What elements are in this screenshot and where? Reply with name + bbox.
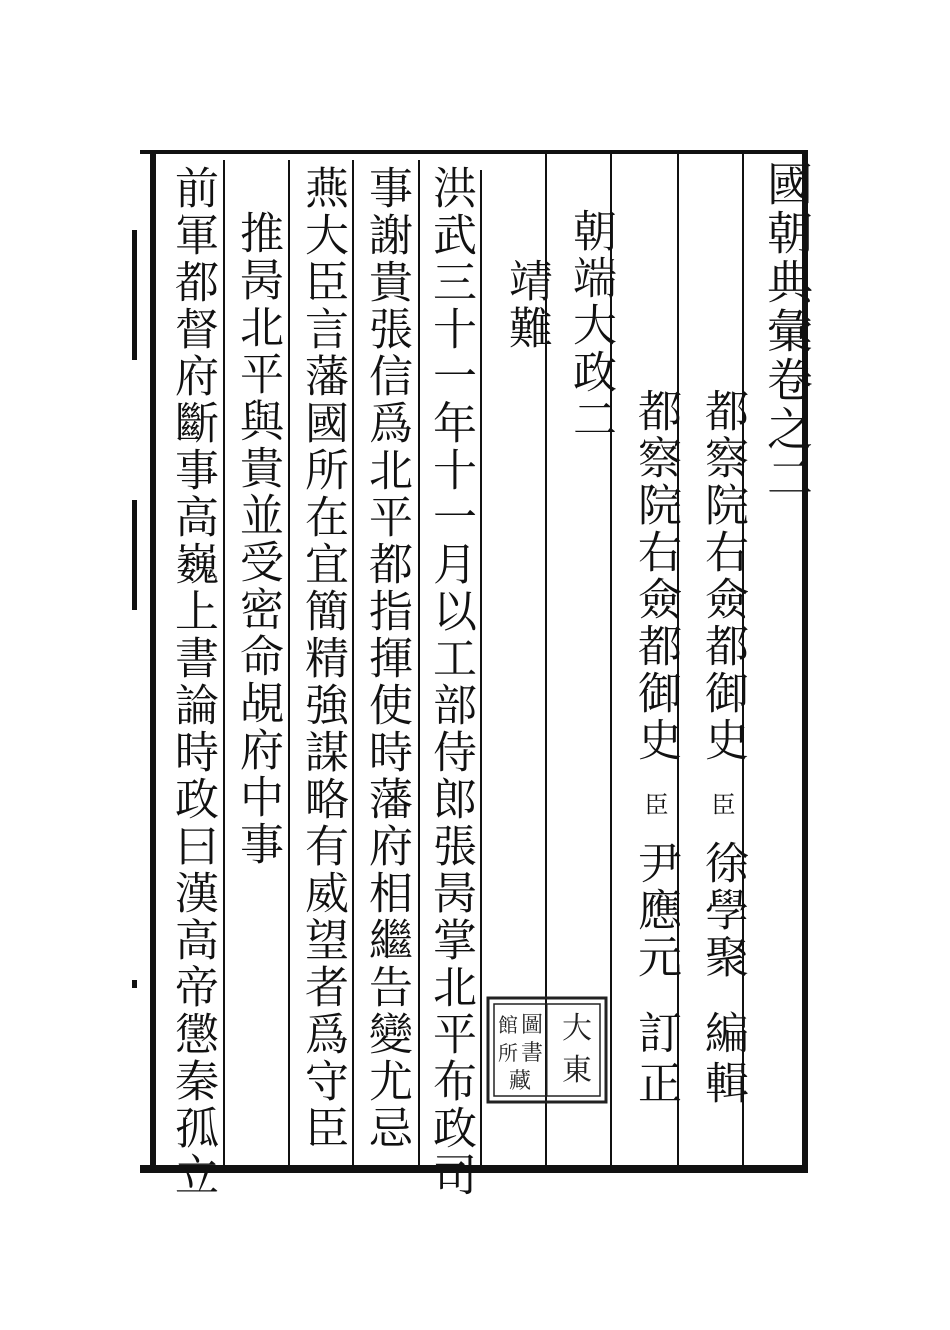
book-title: 國朝典彙卷之二	[760, 160, 814, 503]
top-border	[140, 150, 808, 154]
column-divider	[288, 160, 290, 1168]
editor-name: 尹應元	[630, 840, 681, 981]
subsection-heading: 靖難	[501, 258, 552, 352]
section-heading: 朝端大政二	[565, 208, 616, 443]
seal-char: 所	[498, 1041, 518, 1065]
compiler-office: 都察院右僉都御史	[697, 388, 748, 764]
editor-servant: 臣	[640, 792, 668, 816]
seal-char: 書	[520, 1041, 544, 1066]
text-line-1: 洪武三十一年十一月以工部侍郎張昺掌北平布政司	[425, 165, 476, 1199]
left-border	[150, 150, 156, 1172]
compiler-role: 編輯	[697, 1010, 748, 1110]
editor-role: 訂正	[630, 1010, 681, 1110]
seal-char: 圖	[520, 1013, 544, 1038]
collector-seal	[486, 996, 608, 1104]
seal-char: 東	[562, 1053, 592, 1088]
text-line-2: 事謝貴張信爲北平都指揮使時藩府相繼告變尤忌	[361, 165, 412, 1152]
column-divider	[480, 170, 482, 1168]
editor-office: 都察院右僉都御史	[630, 388, 681, 764]
spine-mark	[132, 500, 137, 610]
column-divider	[418, 160, 420, 1168]
spine-mark	[132, 980, 137, 988]
seal-char: 藏	[508, 1069, 532, 1094]
text-line-3: 燕大臣言藩國所在宜簡精強謀略有威望者爲守臣	[297, 165, 348, 1152]
seal-char: 館	[498, 1013, 518, 1037]
compiler-servant: 臣	[707, 792, 735, 816]
text-line-5: 前軍都督府斷事高巍上書論時政曰漢高帝懲秦孤立	[167, 165, 218, 1199]
column-divider	[223, 160, 225, 1168]
column-divider	[352, 160, 354, 1168]
seal-char: 大	[562, 1011, 592, 1046]
text-line-4: 推昺北平與貴並受密命覘府中事	[232, 210, 283, 868]
compiler-name: 徐學聚	[697, 840, 748, 981]
spine-mark	[132, 230, 137, 360]
